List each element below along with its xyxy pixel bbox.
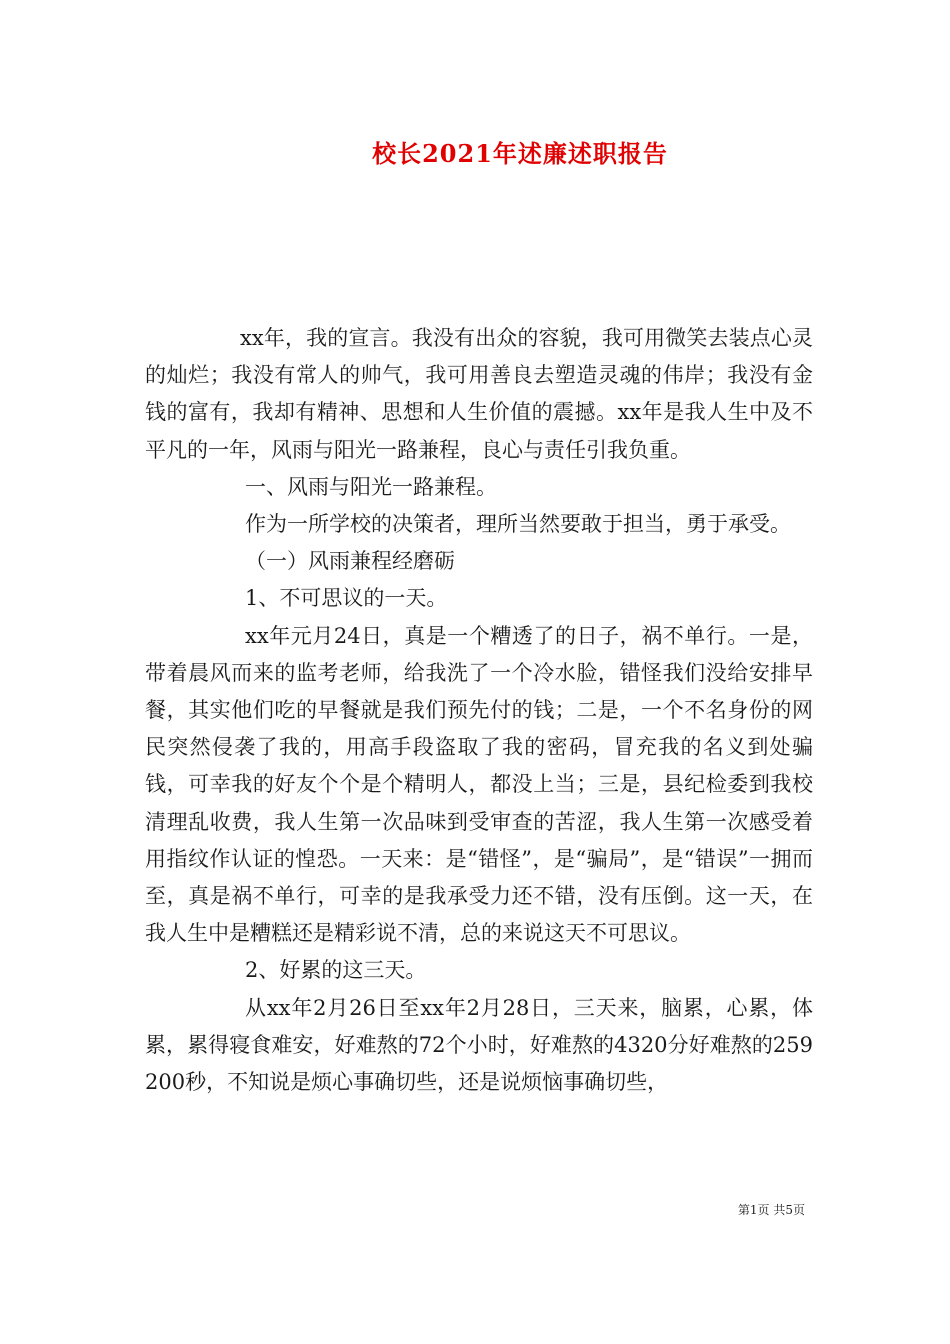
section-heading: 一、风雨与阳光一路兼程。 (245, 474, 497, 499)
item-heading-2: 2、好累的这三天。 (245, 958, 427, 983)
subsection-heading: （一）风雨兼程经磨砺 (245, 549, 455, 574)
item-paragraph-1: xx年元月24日，真是一个糟透了的日子，祸不单行。一是，带着晨风而来的监考老师，给我洗了一个冷水脸，错怪我们没给安排早餐，其实他们吃的早餐就是我们预先付的钱；二是，一个不名身份的网民突然侵袭了我的，用高手段盗取了我的密码，冒充我的名义到处骗钱，可幸我的好友个个是个精明人，都没上当；三是，县纪检委到我校清理乱收费，我人生第一次品味到受审查的苦涩，我人生第一次感受着用指纹作认证的惶恐。一天来：是“错怪”，是“骗局”，是“错误”一拥而至，真是祸不单行，可幸的是我承受力还不错，没有压倒。这一天，在我人生中是糟糕还是精彩说不清，总的来说这天不可思议。 (145, 623, 813, 946)
item-heading-1: 1、不可思议的一天。 (245, 586, 448, 611)
page-number: 第1页 共5页 (737, 1203, 805, 1217)
document-title: 校长2021年述廉述职报告 (372, 139, 668, 168)
section-paragraph: 作为一所学校的决策者，理所当然要敢于担当，勇于承受。 (245, 512, 791, 537)
intro-paragraph: xx年，我的宣言。我没有出众的容貌，我可用微笑去装点心灵的灿烂；我没有常人的帅气，我可用善良去塑造灵魂的伟岸；我没有金钱的富有，我却有精神、思想和人生价值的震撼。xx年是我人生中及不平凡的一年，风雨与阳光一路兼程，良心与责任引我负重。 (145, 326, 813, 462)
document-body (145, 320, 813, 1101)
item-paragraph-2: 从xx年2月26日至xx年2月28日，三天来，脑累，心累，体累，累得寝食难安，好难熬的72个小时，好难熬的4320分好难熬的259200秒，不知说是烦心事确切些，还是说烦恼事确切些， (145, 995, 813, 1095)
